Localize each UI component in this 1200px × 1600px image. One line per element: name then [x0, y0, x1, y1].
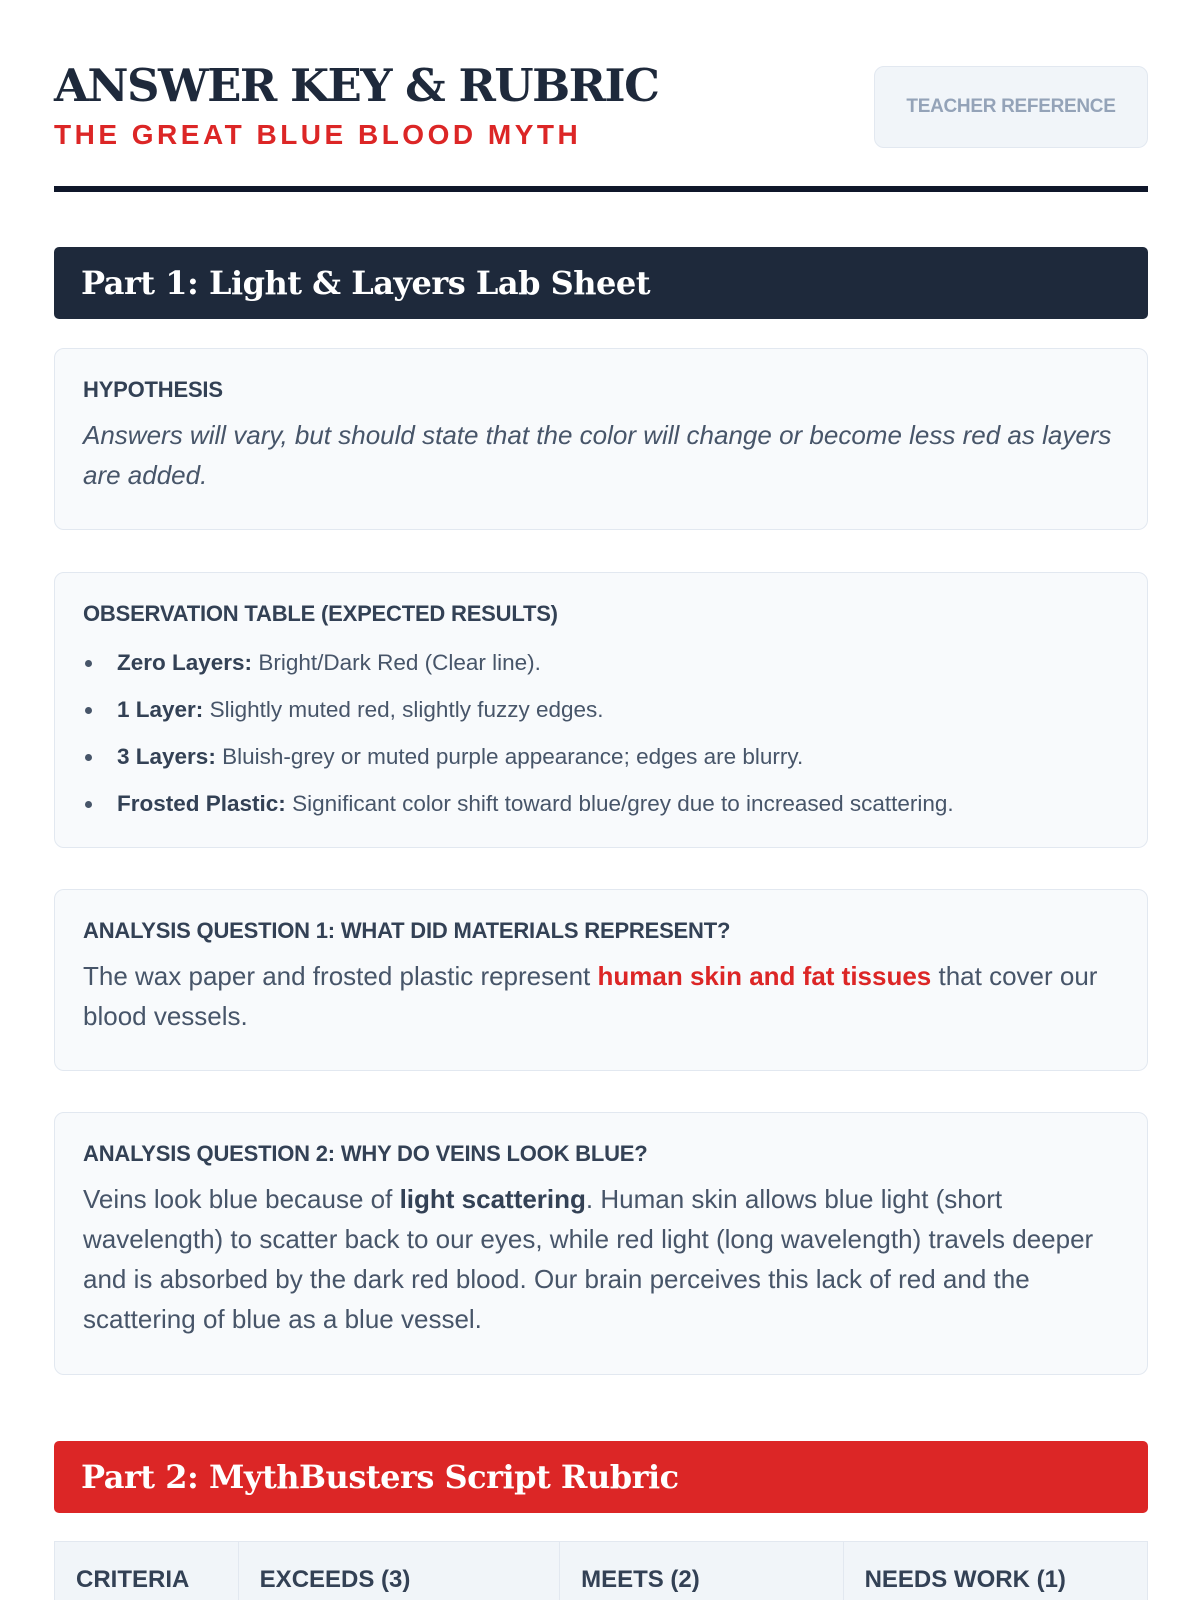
question-1-label: ANALYSIS QUESTION 1: WHAT DID MATERIALS REPRESENT? [83, 918, 731, 943]
part2-heading: Part 2: MythBusters Script Rubric [54, 1441, 1148, 1513]
rubric-table-header [54, 1541, 1148, 1600]
observation-list [83, 639, 1119, 827]
answer-highlight: light scattering [399, 1184, 586, 1214]
hypothesis-answer: Answers will vary, but should state that the color will change or become less red as layers are added. [83, 420, 1112, 490]
observation-desc: Bluish-grey or muted purple appearance; edges are blurry. [222, 744, 804, 769]
observation-term: 3 Layers: [117, 744, 216, 769]
column-header-criteria: CRITERIA [55, 1542, 239, 1600]
observation-term: Frosted Plastic: [117, 791, 286, 816]
observation-desc: Bright/Dark Red (Clear line). [258, 650, 541, 675]
answer-text: . Human skin allows blue light (short wavelength) to scatter back to our eyes, while red light (long wavelength) travels deeper and is absorbed by the dark red blood. Our brain perceives this lack of red and the scattering of blue as a blue vessel. [83, 1184, 1094, 1334]
analysis-question-2-card [54, 1112, 1148, 1375]
observation-term: Zero Layers: [117, 650, 253, 675]
observation-desc: Slightly muted red, slightly fuzzy edges. [209, 697, 604, 722]
list-item [83, 733, 1119, 780]
observation-card [54, 572, 1148, 848]
hypothesis-card [54, 348, 1148, 530]
question-1-answer [83, 956, 1119, 1036]
question-2-label: ANALYSIS QUESTION 2: WHY DO VEINS LOOK BLUE? [83, 1141, 648, 1166]
column-header-meets: MEETS (2) [560, 1542, 843, 1600]
answer-text: The wax paper and frosted plastic represent [83, 961, 598, 991]
observation-label: OBSERVATION TABLE (EXPECTED RESULTS) [83, 601, 558, 626]
page-header [54, 60, 1148, 194]
observation-desc: Significant color shift toward blue/grey due to increased scattering. [292, 791, 954, 816]
observation-term: 1 Layer: [117, 697, 204, 722]
part1-heading: Part 1: Light & Layers Lab Sheet [54, 247, 1148, 319]
column-header-needs-work: NEEDS WORK (1) [864, 1566, 1066, 1593]
question-2-answer [83, 1179, 1119, 1339]
answer-text: Veins look blue because of [83, 1184, 400, 1214]
page-subtitle: THE GREAT BLUE BLOOD MYTH [54, 119, 582, 150]
answer-highlight: human skin and fat tissues [597, 961, 932, 991]
header-divider [54, 186, 1148, 192]
list-item [83, 780, 1119, 827]
list-item [83, 686, 1119, 733]
hypothesis-label: HYPOTHESIS [83, 377, 223, 402]
analysis-question-1-card [54, 889, 1148, 1071]
list-item [83, 639, 1119, 686]
page-title: ANSWER KEY & RUBRIC [54, 59, 659, 112]
answer-text: that cover our blood vessels. [83, 961, 1098, 1031]
column-header-exceeds: EXCEEDS (3) [239, 1542, 560, 1600]
teacher-reference-badge: TEACHER REFERENCE [874, 66, 1148, 148]
